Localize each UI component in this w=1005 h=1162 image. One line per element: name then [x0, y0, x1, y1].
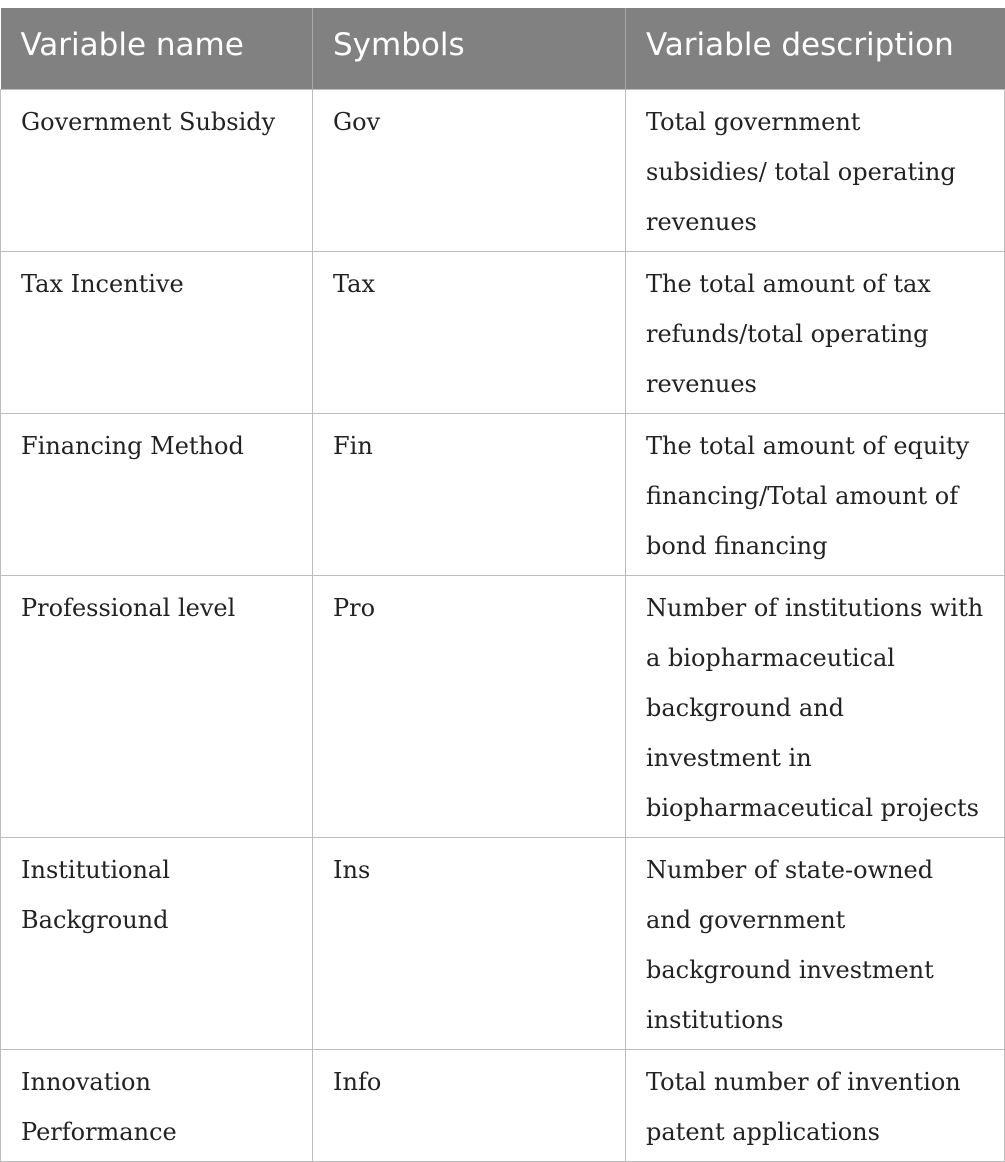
header-symbols: Symbols [313, 8, 626, 89]
cell-symbol: Gov [313, 89, 626, 251]
cell-variable-name: Financing Method [1, 413, 313, 575]
cell-symbol: Ins [313, 837, 626, 1049]
table-row [1, 89, 1005, 251]
cell-variable-name: Innovation Performance [1, 1049, 313, 1161]
cell-description: Total government subsidies/ total operating revenues [626, 89, 1005, 251]
cell-variable-name: Tax Incentive [1, 251, 313, 413]
cell-variable-name: Government Subsidy [1, 89, 313, 251]
header-variable-description: Variable description [626, 8, 1005, 89]
table-row [1, 413, 1005, 575]
cell-symbol: Info [313, 1049, 626, 1161]
table-row [1, 1049, 1005, 1161]
cell-description: The total amount of tax refunds/total operating revenues [626, 251, 1005, 413]
cell-description: Number of state-owned and government background investment institutions [626, 837, 1005, 1049]
cell-variable-name: Professional level [1, 575, 313, 837]
cell-symbol: Fin [313, 413, 626, 575]
table-header-row [1, 8, 1005, 89]
cell-variable-name: Institutional Background [1, 837, 313, 1049]
table-row [1, 251, 1005, 413]
table-row [1, 575, 1005, 837]
table-row [1, 837, 1005, 1049]
header-variable-name: Variable name [1, 8, 313, 89]
cell-description: Number of institutions with a biopharmaceutical background and investment in biopharmaceutical projects [626, 575, 1005, 837]
cell-description: Total number of invention patent applications [626, 1049, 1005, 1161]
variables-table [0, 8, 1005, 1162]
cell-description: The total amount of equity financing/Total amount of bond financing [626, 413, 1005, 575]
cell-symbol: Tax [313, 251, 626, 413]
cell-symbol: Pro [313, 575, 626, 837]
